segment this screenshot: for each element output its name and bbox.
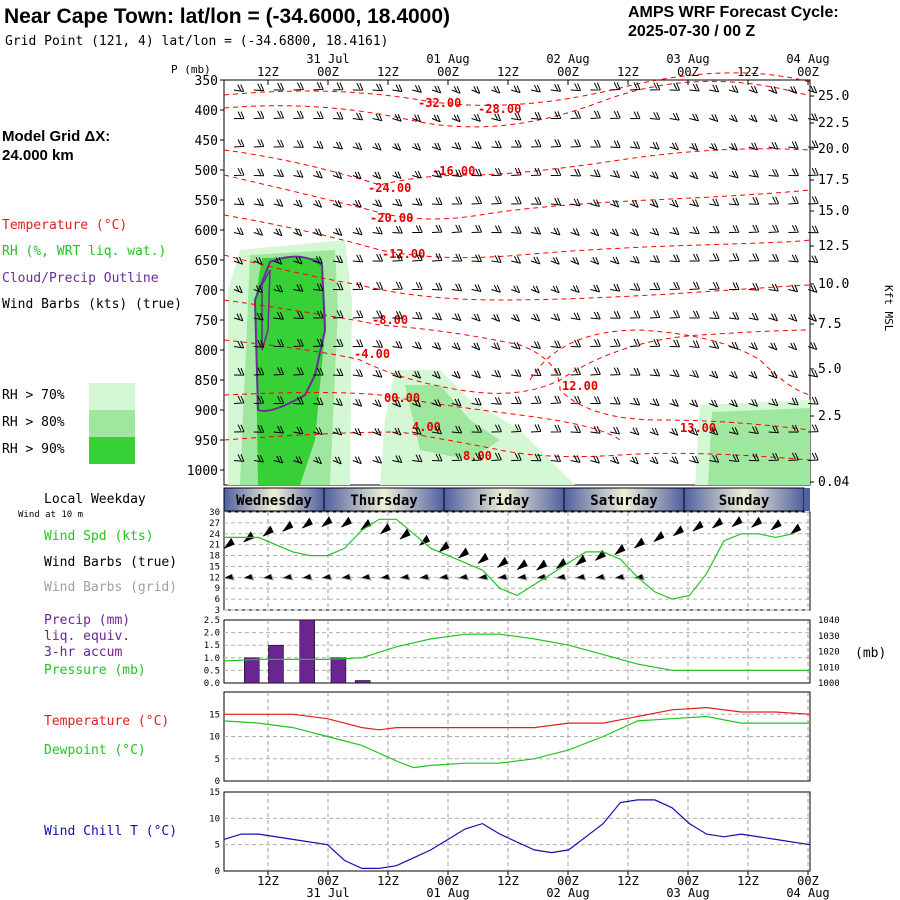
precip-liq-label: liq. equiv.: [44, 629, 131, 644]
wind-y-label: 12: [209, 573, 220, 584]
windchill-y-label: 0: [214, 867, 220, 877]
temperature-contour-label: -4.00: [354, 347, 391, 361]
weekday-label: Wednesday: [236, 493, 312, 509]
bottom-date-label: 31 Jul: [306, 886, 350, 900]
pressure-y-label: 1000: [818, 679, 840, 689]
wind-y-label: 15: [209, 562, 220, 573]
model-grid-label: Model Grid ΔX:: [2, 128, 111, 145]
bottom-time-label: 00Z: [557, 874, 579, 888]
wind-y-label: 3: [214, 606, 220, 616]
wind-speed-label: Wind Spd (kts): [44, 529, 154, 544]
top-time-label: 00Z: [677, 65, 699, 79]
weekday-label: Local Weekday: [44, 492, 146, 507]
temperature-contour-label: 8.00: [463, 449, 492, 463]
kft-tick-label: 7.5: [818, 317, 842, 332]
temperature-label: Temperature (°C): [44, 714, 170, 729]
weekday-label: Saturday: [590, 493, 658, 509]
pressure-tick-label: 750: [194, 314, 218, 329]
wind-barbs-grid-label: Wind Barbs (grid): [44, 580, 178, 595]
kft-tick-label: 12.5: [818, 239, 850, 254]
pressure-tick-label: 500: [194, 164, 218, 179]
weekday-tail: [804, 488, 810, 511]
wind-chill-label: Wind Chill T (°C): [44, 824, 178, 839]
legend-rh: RH (%, WRT liq. wat.): [2, 244, 167, 259]
pressure-tick-label: 850: [194, 374, 218, 389]
pressure-y-label: 1030: [818, 631, 840, 642]
top-time-label: 12Z: [257, 65, 279, 79]
bottom-time-label: 00Z: [317, 874, 339, 888]
pressure-tick-label: 900: [194, 404, 218, 419]
kft-tick-label: 22.5: [818, 116, 850, 131]
windchill-y-label: 15: [209, 788, 220, 798]
temperature-contour-label: -28.00: [478, 102, 522, 116]
top-time-label: 12Z: [377, 65, 399, 79]
pressure-tick-label: 350: [194, 74, 218, 89]
wind-y-label: 21: [209, 540, 220, 551]
weekday-label: Thursday: [350, 493, 418, 509]
temperature-contour-label: 12.00: [562, 379, 599, 393]
kft-tick-label: 10.0: [818, 277, 850, 292]
bottom-time-label: 12Z: [617, 874, 639, 888]
temperature-contour-label: 00.00: [384, 391, 421, 405]
precip-y-label: 0.0: [203, 679, 220, 689]
kft-tick-label: 25.0: [818, 89, 850, 104]
precip-y-label: 2.5: [203, 616, 220, 626]
kft-axis-title: Kft MSL: [882, 285, 895, 332]
pressure-tick-label: 550: [194, 194, 218, 209]
pressure-tick-label: 400: [194, 104, 218, 119]
temperature-contour-label: 4.00: [412, 420, 441, 434]
wind-y-label: 18: [209, 551, 220, 562]
wind-barbs-true-label: Wind Barbs (true): [44, 555, 178, 570]
temperature-contour-label: -16.00: [432, 164, 476, 178]
pressure-y-label: 1040: [818, 616, 840, 626]
page-title: Near Cape Town: lat/lon = (-34.6000, 18.4000): [4, 5, 451, 28]
kft-tick-label: 0.04: [818, 475, 850, 490]
temperature-contour-label: -12.00: [382, 247, 426, 261]
windchill-y-label: 10: [209, 814, 220, 825]
windchill-y-label: 5: [214, 840, 220, 851]
precip-y-label: 2.0: [203, 628, 220, 639]
top-date-label: 31 Jul: [306, 52, 350, 66]
wind-y-label: 27: [209, 518, 220, 529]
kft-tick-label: 17.5: [818, 173, 850, 188]
top-time-label: 00Z: [797, 65, 819, 79]
weekday-label: Friday: [478, 493, 530, 509]
top-time-label: 00Z: [557, 65, 579, 79]
bottom-time-label: 00Z: [677, 874, 699, 888]
legend-cloud-outline: Cloud/Precip Outline: [2, 271, 159, 286]
bottom-time-label: 00Z: [437, 874, 459, 888]
rh-key-70-label: RH > 70%: [2, 388, 65, 403]
dewpoint-label: Dewpoint (°C): [44, 743, 146, 758]
bottom-date-label: 01 Aug: [426, 886, 470, 900]
bottom-time-label: 12Z: [377, 874, 399, 888]
legend-temperature: Temperature (°C): [2, 218, 128, 233]
precip-label: Precip (mm): [44, 613, 131, 628]
top-date-label: 03 Aug: [666, 52, 710, 66]
wind-y-label: 30: [209, 508, 220, 518]
kft-tick-label: 15.0: [818, 204, 850, 219]
precip-y-label: 1.0: [203, 653, 220, 664]
top-date-label: 01 Aug: [426, 52, 470, 66]
grid-point-subtitle: Grid Point (121, 4) lat/lon = (-34.6800, 18.4161): [5, 34, 389, 49]
bottom-time-label: 12Z: [497, 874, 519, 888]
bottom-date-label: 03 Aug: [666, 886, 710, 900]
top-date-label: 04 Aug: [786, 52, 830, 66]
pressure-tick-label: 650: [194, 254, 218, 269]
temperature-contour-label: -20.00: [370, 211, 414, 225]
precip-bar: [355, 680, 370, 683]
pressure-unit-label: (mb): [855, 646, 887, 661]
precip-y-label: 0.5: [203, 666, 220, 677]
weekday-label: Sunday: [718, 493, 770, 509]
rh80-area-sunday: [708, 408, 810, 485]
bottom-date-label: 02 Aug: [546, 886, 590, 900]
pressure-y-label: 1010: [818, 663, 840, 674]
wind-y-label: 9: [214, 584, 220, 595]
pressure-tick-label: 600: [194, 224, 218, 239]
pressure-tick-label: 700: [194, 284, 218, 299]
temperature-contour-label: -8.00: [372, 313, 409, 327]
top-time-label: 12Z: [737, 65, 759, 79]
precip-accum-label: 3-hr accum: [44, 645, 123, 660]
top-time-label: 12Z: [497, 65, 519, 79]
forecast-cycle-value: 2025-07-30 / 00 Z: [628, 23, 756, 40]
bottom-time-label: 12Z: [737, 874, 759, 888]
kft-tick-label: 2.5: [818, 409, 842, 424]
kft-tick-label: 20.0: [818, 142, 850, 157]
pressure-tick-label: 800: [194, 344, 218, 359]
pressure-tick-label: 950: [194, 434, 218, 449]
wind-10m-label: Wind at 10 m: [18, 510, 84, 520]
top-time-label: 00Z: [437, 65, 459, 79]
windchill-panel-frame: [224, 792, 810, 871]
rh-key-80-label: RH > 80%: [2, 415, 65, 430]
bottom-time-label: 12Z: [257, 874, 279, 888]
wind-y-label: 6: [214, 595, 220, 606]
pressure-label: Pressure (mb): [44, 663, 146, 678]
precip-bar: [300, 620, 315, 683]
temp-y-label: 15: [209, 710, 220, 721]
pressure-axis-title: P (mb): [171, 63, 211, 76]
pressure-tick-label: 450: [194, 134, 218, 149]
pressure-y-label: 1020: [818, 647, 840, 658]
precip-y-label: 1.5: [203, 641, 220, 652]
temp-y-label: 10: [209, 732, 220, 743]
legend-wind-barbs: Wind Barbs (kts) (true): [2, 297, 183, 312]
kft-tick-label: 5.0: [818, 362, 842, 377]
temperature-contour-label: 13.00: [680, 421, 717, 435]
bottom-date-label: 04 Aug: [786, 886, 830, 900]
temp-y-label: 5: [214, 754, 220, 765]
pressure-tick-label: 1000: [186, 464, 218, 479]
precip-bar: [331, 658, 346, 683]
bottom-time-label: 00Z: [797, 874, 819, 888]
model-grid-value: 24.000 km: [2, 147, 74, 164]
temp-y-label: 0: [214, 777, 220, 787]
top-time-label: 00Z: [317, 65, 339, 79]
temperature-contour-label: -24.00: [368, 181, 412, 195]
forecast-cycle-label: AMPS WRF Forecast Cycle:: [628, 4, 839, 21]
rh-key-90-label: RH > 90%: [2, 442, 65, 457]
top-date-label: 02 Aug: [546, 52, 590, 66]
precip-bar: [244, 658, 259, 683]
wind-y-label: 24: [209, 529, 220, 540]
temperature-contour-label: -32.00: [418, 96, 462, 110]
precip-bar: [268, 645, 283, 683]
top-time-label: 12Z: [617, 65, 639, 79]
